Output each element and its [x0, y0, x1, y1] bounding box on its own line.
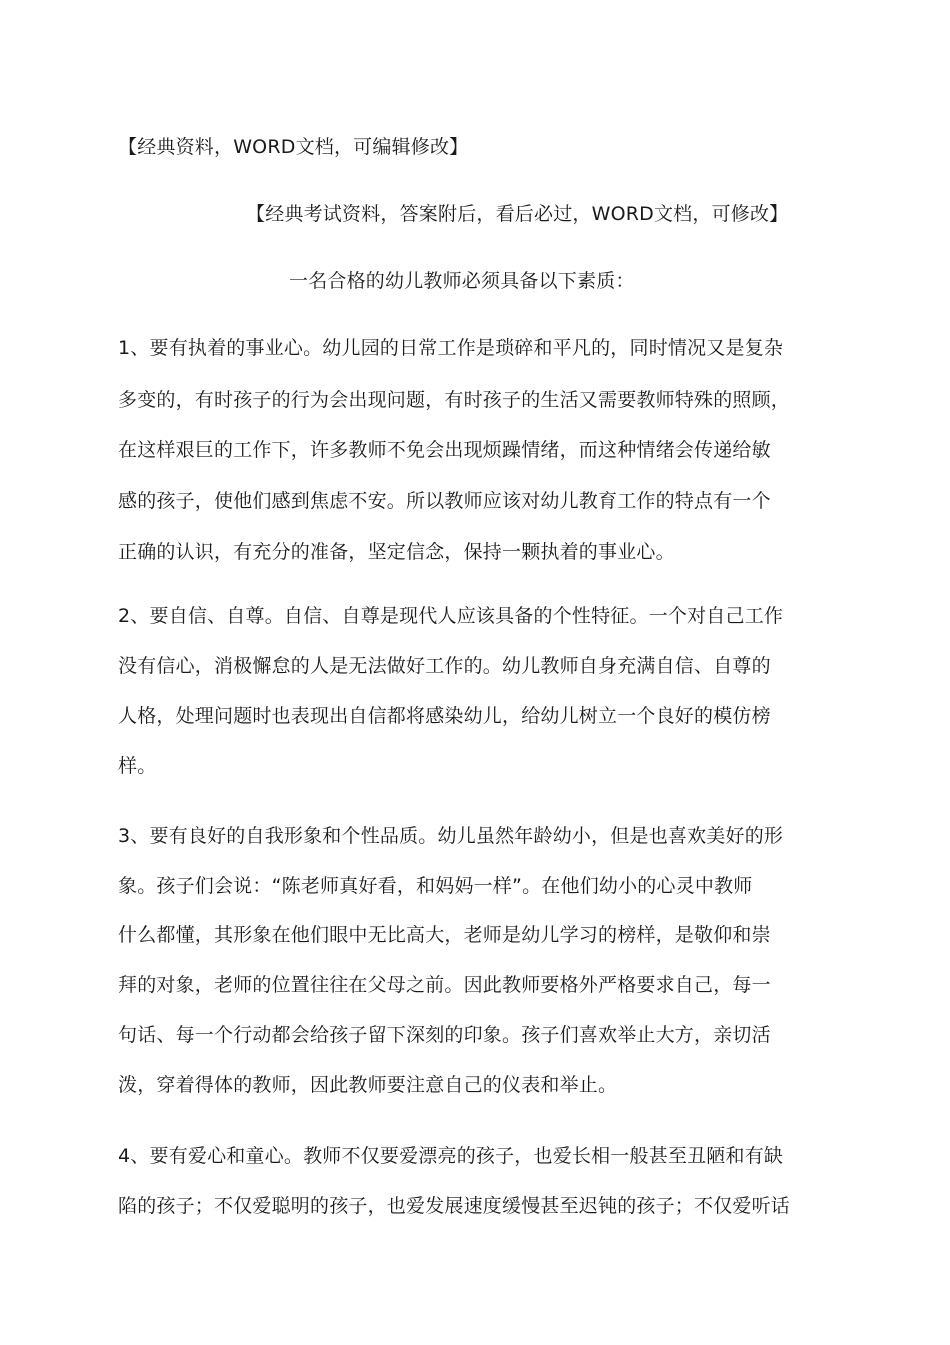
document-title: 一名合格的幼儿教师必须具备以下素质： — [289, 270, 635, 292]
paragraph-1-line-5: 正确的认识，有充分的准备，坚定信念，保持一颗执着的事业心。 — [118, 541, 675, 563]
header-line-2: 【经典考试资料，答案附后，看后必过，WORD文档，可修改】 — [246, 203, 789, 225]
paragraph-2-line-4: 样。 — [118, 755, 157, 777]
paragraph-2-line-1: 2、要自信、自尊。自信、自尊是现代人应该具备的个性特征。一个对自己工作 — [118, 605, 784, 627]
paragraph-2-line-2: 没有信心，消极懈怠的人是无法做好工作的。幼儿教师自身充满自信、自尊的 — [118, 655, 771, 677]
header-line-1: 【经典资料，WORD文档，可编辑修改】 — [118, 136, 469, 158]
paragraph-1-line-4: 感的孩子，使他们感到焦虑不安。所以教师应该对幼儿教育工作的特点有一个 — [118, 490, 771, 512]
paragraph-4-line-1: 4、要有爱心和童心。教师不仅要爱漂亮的孩子，也爱长相一般甚至丑陋和有缺 — [118, 1145, 784, 1167]
paragraph-1-line-1: 1、要有执着的事业心。幼儿园的日常工作是琐碎和平凡的，同时情况又是复杂 — [118, 337, 784, 359]
paragraph-4-line-2: 陷的孩子；不仅爱聪明的孩子，也爱发展速度缓慢甚至迟钝的孩子；不仅爱听话 — [118, 1195, 791, 1217]
paragraph-3-line-2: 象。孩子们会说：“陈老师真好看，和妈妈一样”。在他们幼小的心灵中教师 — [118, 875, 753, 897]
paragraph-1-line-2: 多变的，有时孩子的行为会出现问题，有时孩子的生活又需要教师特殊的照顾， — [118, 389, 791, 411]
paragraph-3-line-3: 什么都懂，其形象在他们眼中无比高大，老师是幼儿学习的榜样，是敬仰和崇 — [118, 924, 771, 946]
paragraph-3-line-4: 拜的对象，老师的位置往往在父母之前。因此教师要格外严格要求自己，每一 — [118, 974, 771, 996]
paragraph-3-line-6: 泼，穿着得体的教师，因此教师要注意自己的仪表和举止。 — [118, 1074, 618, 1096]
paragraph-2-line-3: 人格，处理问题时也表现出自信都将感染幼儿，给幼儿树立一个良好的模仿榜 — [118, 705, 771, 727]
paragraph-3-line-5: 句话、每一个行动都会给孩子留下深刻的印象。孩子们喜欢举止大方，亲切活 — [118, 1024, 771, 1046]
paragraph-3-line-1: 3、要有良好的自我形象和个性品质。幼儿虽然年龄幼小，但是也喜欢美好的形 — [118, 825, 784, 847]
paragraph-1-line-3: 在这样艰巨的工作下，许多教师不免会出现烦躁情绪，而这种情绪会传递给敏 — [118, 439, 771, 461]
